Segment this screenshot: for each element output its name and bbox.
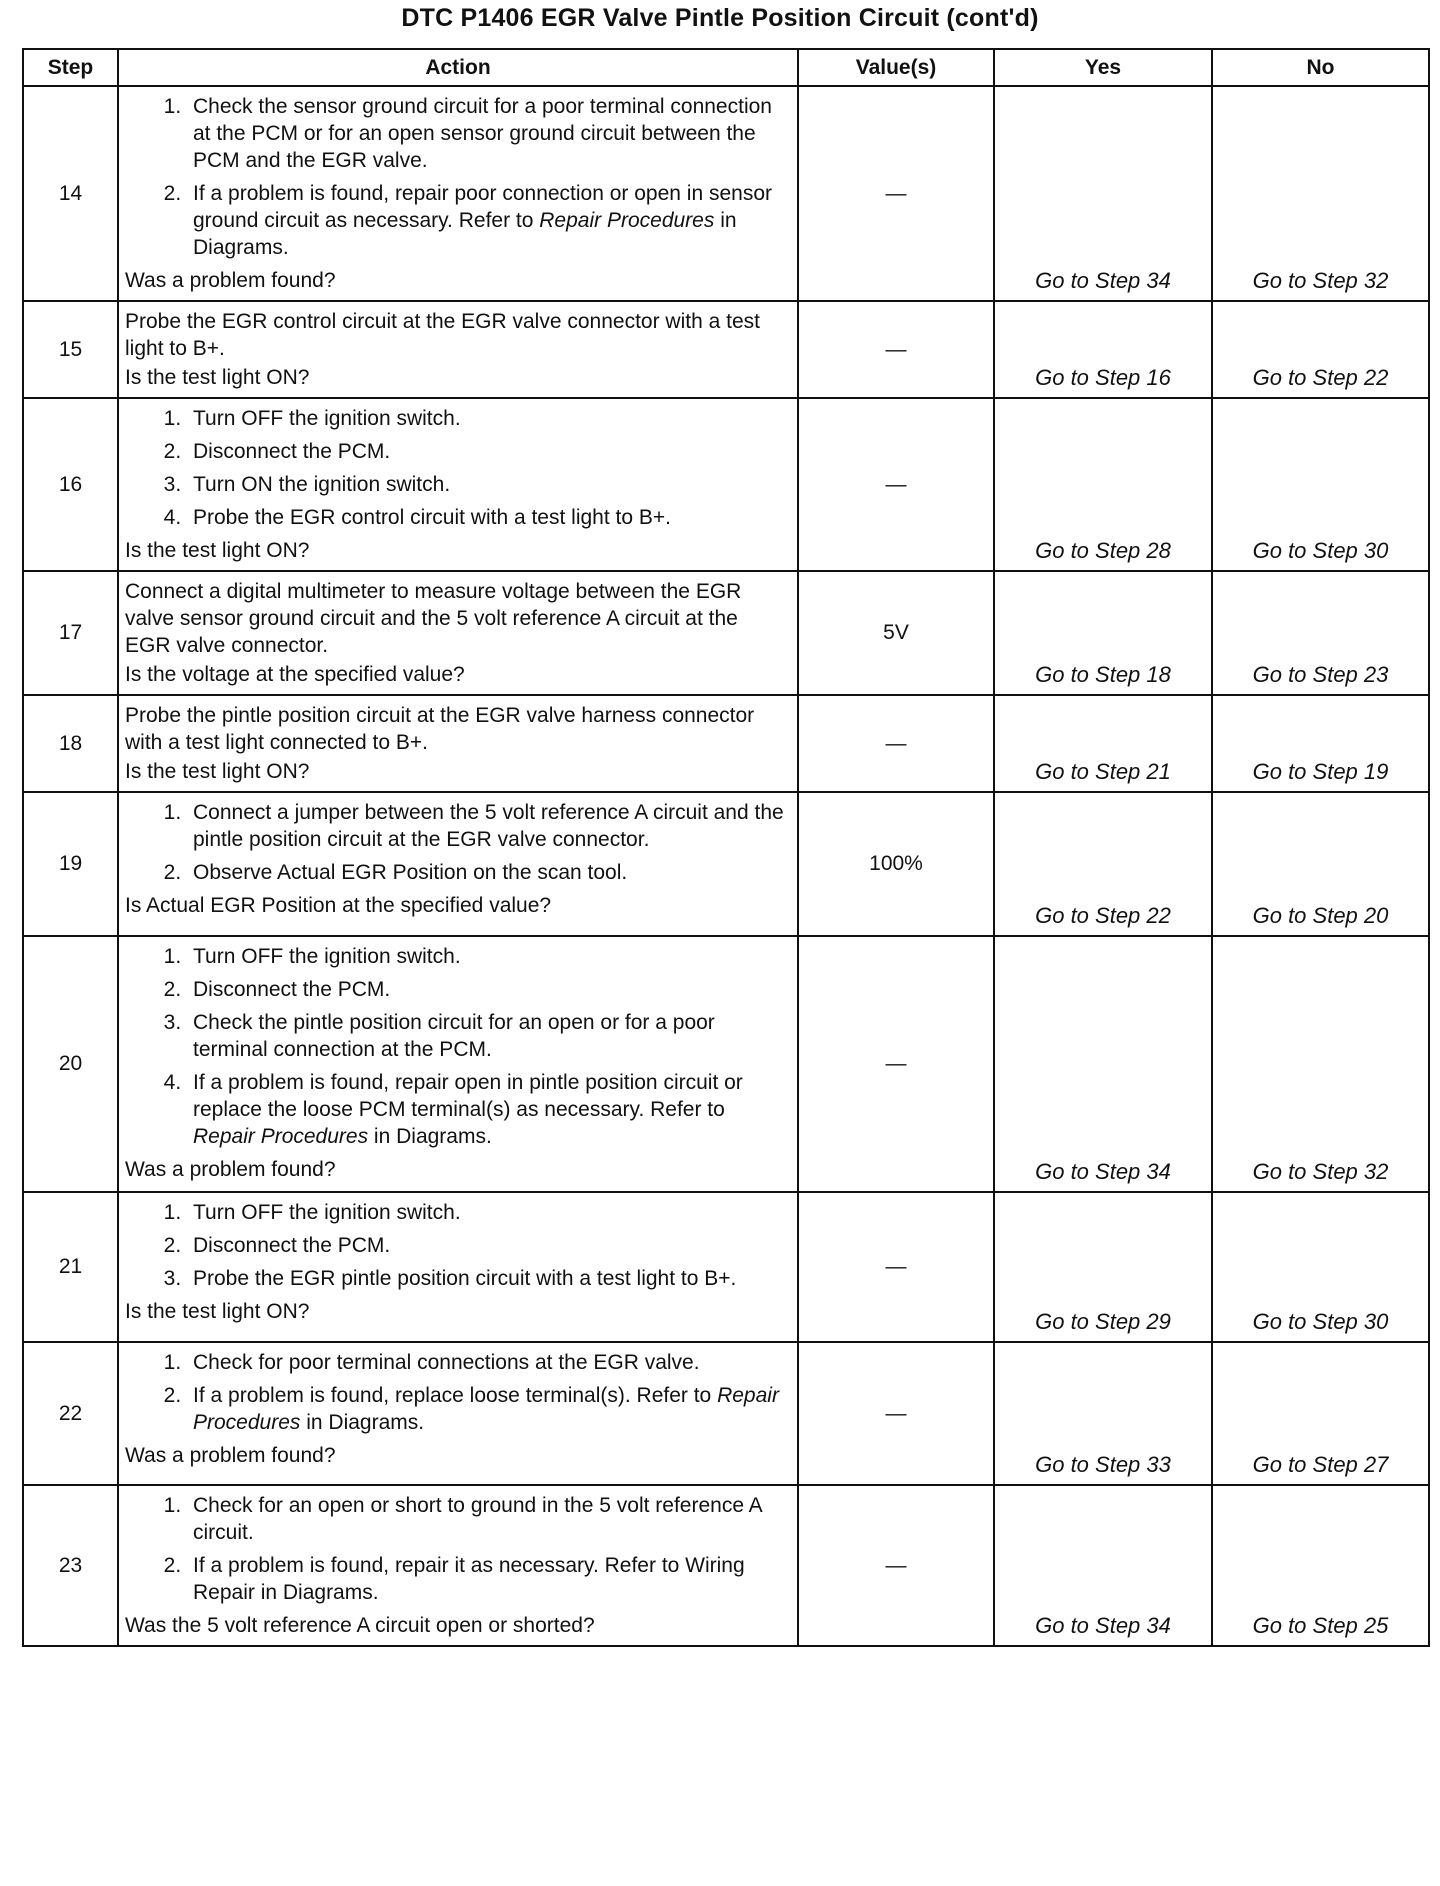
table-row — [23, 1342, 1429, 1485]
value-cell: 100% — [798, 792, 994, 936]
action-step-item: 4. If a problem is found, repair open in pintle position circuit or replace the loose PCM terminal(s) as necessary. Refer to Repair Procedures in Diagrams. — [187, 1069, 789, 1150]
yes-goto: Go to Step 34 — [994, 86, 1212, 301]
yes-goto: Go to Step 33 — [994, 1342, 1212, 1485]
yes-goto: Go to Step 28 — [994, 398, 1212, 571]
action-steps — [125, 943, 789, 1150]
action-steps — [125, 1349, 789, 1436]
action-question: Is Actual EGR Position at the specified value? — [125, 894, 552, 917]
action-step-item: 2. If a problem is found, repair poor connection or open in sensor ground circuit as necessary. Refer to Repair Procedures in Diagrams. — [187, 180, 789, 261]
yes-goto: Go to Step 16 — [994, 301, 1212, 398]
value-cell: — — [798, 301, 994, 398]
table-row — [23, 1192, 1429, 1342]
header-step: Step — [23, 49, 118, 86]
action-question: Was a problem found? — [125, 269, 336, 292]
table-row — [23, 695, 1429, 792]
action-steps — [125, 1199, 789, 1292]
no-goto: Go to Step 30 — [1212, 398, 1429, 571]
action-cell — [118, 571, 798, 695]
yes-goto: Go to Step 34 — [994, 1485, 1212, 1646]
action-step-item: 1. Turn OFF the ignition switch. — [187, 405, 789, 432]
yes-goto: Go to Step 29 — [994, 1192, 1212, 1342]
action-step-item: 1. Connect a jumper between the 5 volt reference A circuit and the pintle position circuit at the EGR valve connector. — [187, 799, 789, 853]
value-cell: — — [798, 86, 994, 301]
table-row — [23, 301, 1429, 398]
action-question: Is the test light ON? — [125, 1300, 310, 1323]
no-goto: Go to Step 22 — [1212, 301, 1429, 398]
step-number: 20 — [23, 936, 118, 1192]
step-number: 17 — [23, 571, 118, 695]
action-step-item: 2. Observe Actual EGR Position on the scan tool. — [187, 859, 789, 886]
action-cell — [118, 398, 798, 571]
action-cell — [118, 1485, 798, 1646]
no-goto: Go to Step 20 — [1212, 792, 1429, 936]
table-header-row — [23, 49, 1429, 86]
action-step-item: 1. Check for an open or short to ground in the 5 volt reference A circuit. — [187, 1492, 789, 1546]
no-goto: Go to Step 27 — [1212, 1342, 1429, 1485]
action-cell — [118, 1342, 798, 1485]
header-value: Value(s) — [798, 49, 994, 86]
step-number: 23 — [23, 1485, 118, 1646]
table-row — [23, 86, 1429, 301]
action-question: Was a problem found? — [125, 1158, 336, 1181]
step-number: 21 — [23, 1192, 118, 1342]
action-text: Connect a digital multimeter to measure voltage between the EGR valve sensor ground circuit and the 5 volt reference A circuit at the EGR valve connector. — [125, 580, 742, 657]
value-cell: — — [798, 1192, 994, 1342]
action-question: Was the 5 volt reference A circuit open or shorted? — [125, 1614, 595, 1637]
action-step-item: 4. Probe the EGR control circuit with a test light to B+. — [187, 504, 789, 531]
value-cell: — — [798, 398, 994, 571]
table-row — [23, 1485, 1429, 1646]
header-action: Action — [118, 49, 798, 86]
action-text: Probe the EGR control circuit at the EGR valve connector with a test light to B+. — [125, 310, 760, 360]
no-goto: Go to Step 25 — [1212, 1485, 1429, 1646]
page-title: DTC P1406 EGR Valve Pintle Position Circuit (cont'd) — [401, 4, 1039, 32]
action-step-item: 2. Disconnect the PCM. — [187, 438, 789, 465]
action-cell — [118, 695, 798, 792]
action-step-item: 3. Probe the EGR pintle position circuit with a test light to B+. — [187, 1265, 789, 1292]
action-step-item: 3. Check the pintle position circuit for an open or for a poor terminal connection at the PCM. — [187, 1009, 789, 1063]
action-step-item: 2. If a problem is found, replace loose terminal(s). Refer to Repair Procedures in Diagrams. — [187, 1382, 789, 1436]
action-steps — [125, 1492, 789, 1606]
action-step-item: 1. Check for poor terminal connections at the EGR valve. — [187, 1349, 789, 1376]
action-cell — [118, 936, 798, 1192]
yes-goto: Go to Step 21 — [994, 695, 1212, 792]
step-number: 18 — [23, 695, 118, 792]
action-step-item: 1. Turn OFF the ignition switch. — [187, 1199, 789, 1226]
action-text: Probe the pintle position circuit at the EGR valve harness connector with a test light connected to B+. — [125, 704, 755, 754]
value-cell: 5V — [798, 571, 994, 695]
table-body — [23, 86, 1429, 1646]
step-number: 22 — [23, 1342, 118, 1485]
action-cell — [118, 1192, 798, 1342]
table-row — [23, 792, 1429, 936]
action-cell — [118, 792, 798, 936]
header-no: No — [1212, 49, 1429, 86]
step-number: 19 — [23, 792, 118, 936]
value-cell: — — [798, 695, 994, 792]
action-step-item: 1. Turn OFF the ignition switch. — [187, 943, 789, 970]
value-cell: — — [798, 936, 994, 1192]
action-question: Is the test light ON? — [125, 539, 310, 562]
action-cell — [118, 86, 798, 301]
action-steps — [125, 405, 789, 531]
no-goto: Go to Step 30 — [1212, 1192, 1429, 1342]
table-row — [23, 936, 1429, 1192]
action-question: Is the test light ON? — [125, 366, 310, 389]
step-number: 14 — [23, 86, 118, 301]
no-goto: Go to Step 32 — [1212, 86, 1429, 301]
yes-goto: Go to Step 34 — [994, 936, 1212, 1192]
step-number: 15 — [23, 301, 118, 398]
value-cell: — — [798, 1342, 994, 1485]
no-goto: Go to Step 19 — [1212, 695, 1429, 792]
action-step-item: 1. Check the sensor ground circuit for a poor terminal connection at the PCM or for an open sensor ground circuit between the PCM and the EGR valve. — [187, 93, 789, 174]
table-row — [23, 571, 1429, 695]
step-number: 16 — [23, 398, 118, 571]
no-goto: Go to Step 23 — [1212, 571, 1429, 695]
action-question: Was a problem found? — [125, 1444, 336, 1467]
value-cell: — — [798, 1485, 994, 1646]
action-step-item: 2. Disconnect the PCM. — [187, 1232, 789, 1259]
no-goto: Go to Step 32 — [1212, 936, 1429, 1192]
yes-goto: Go to Step 18 — [994, 571, 1212, 695]
action-steps — [125, 93, 789, 261]
action-question: Is the test light ON? — [125, 760, 310, 783]
table-row — [23, 398, 1429, 571]
action-cell — [118, 301, 798, 398]
action-step-item: 2. Disconnect the PCM. — [187, 976, 789, 1003]
action-step-item: 3. Turn ON the ignition switch. — [187, 471, 789, 498]
action-step-item: 2. If a problem is found, repair it as necessary. Refer to Wiring Repair in Diagrams. — [187, 1552, 789, 1606]
yes-goto: Go to Step 22 — [994, 792, 1212, 936]
header-yes: Yes — [994, 49, 1212, 86]
action-question: Is the voltage at the specified value? — [125, 663, 465, 686]
diagnostic-table — [22, 48, 1430, 1647]
action-steps — [125, 799, 789, 886]
